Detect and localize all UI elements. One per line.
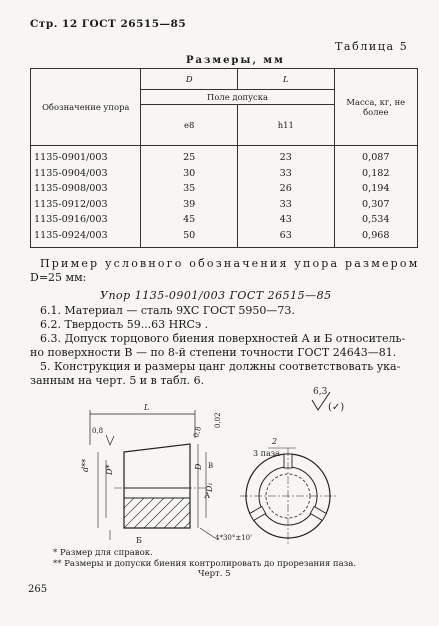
table-number: Таблица 5 [335, 40, 409, 53]
slot-width-dim: 2 [272, 437, 278, 446]
table-row [31, 146, 418, 166]
cell-designation: 1135-0908/003 [31, 181, 141, 197]
cell-designation: 1135-0901/003 [31, 146, 141, 166]
example-intro: Пример условного обозначения упора размером [40, 257, 420, 270]
table-row [31, 181, 418, 197]
side-view [81, 403, 252, 545]
page-number: 265 [28, 584, 48, 595]
roughness-paren: (✓) [328, 402, 345, 413]
table-row [31, 228, 418, 248]
paragraph-6-3-line2: но поверхности В — по 8-й степени точности ГОСТ 24643—81. [30, 346, 397, 359]
dim-L: L [144, 403, 150, 412]
cell-mass: 0,194 [334, 181, 417, 197]
cell-mass: 0,534 [334, 212, 417, 228]
cell-L: 23 [237, 146, 334, 166]
dim-0-8-right: 0,8 [192, 425, 203, 439]
table-row [31, 212, 418, 228]
end-view [240, 437, 336, 544]
figure-caption: Черт. 5 [198, 569, 231, 579]
dim-D-star: D* [105, 464, 114, 475]
col-L-header: L [237, 69, 334, 90]
col-L-tolerance: h11 [237, 105, 334, 146]
label-V: В [208, 462, 214, 470]
example-size: D=25 мм: [30, 271, 87, 284]
col-designation-header: Обозначение упора [31, 69, 141, 146]
tolerance-value: 0,02 [214, 412, 222, 428]
paragraph-5-line1: 5. Конструкция и размеры цанг должны соответствовать ука- [40, 360, 401, 373]
label-B: Б [136, 536, 142, 545]
cell-D: 30 [141, 166, 238, 182]
cell-mass: 0,087 [334, 146, 417, 166]
cell-L: 63 [237, 228, 334, 248]
cell-designation: 1135-0916/003 [31, 212, 141, 228]
example-designation: Упор 1135-0901/003 ГОСТ 26515—85 [100, 289, 332, 302]
dimensions-table [30, 68, 418, 248]
dim-d: d** [81, 458, 90, 472]
cell-mass: 0,968 [334, 228, 417, 248]
slot-count-label: 3 паза [253, 449, 280, 458]
paragraph-6-2: 6.2. Твердость 59...63 HRCэ . [40, 318, 209, 331]
cell-mass: 0,307 [334, 197, 417, 213]
cell-mass: 0,182 [334, 166, 417, 182]
tolerance-field-header: Поле допуска [141, 90, 334, 105]
cell-L: 26 [237, 181, 334, 197]
cell-D: 25 [141, 146, 238, 166]
dim-D1: D₁ [205, 482, 214, 492]
cell-D: 35 [141, 181, 238, 197]
col-D-header: D [141, 69, 238, 90]
footnote-1: * Размер для справок. [53, 548, 153, 558]
cell-designation: 1135-0924/003 [31, 228, 141, 248]
paragraph-6-3-line1: 6.3. Допуск торцового биения поверхностей А и Б относитель- [40, 332, 406, 345]
table-caption: Размеры, мм [186, 55, 285, 66]
table-row [31, 166, 418, 182]
paragraph-5-line2: занным на черт. 5 и в табл. 6. [30, 374, 205, 387]
roughness-value: 6,3 [313, 387, 328, 397]
cell-L: 43 [237, 212, 334, 228]
page-header: Стр. 12 ГОСТ 26515—85 [30, 18, 187, 30]
cell-D: 50 [141, 228, 238, 248]
table-row [31, 197, 418, 213]
footnote-2: ** Размеры и допуски биения контролировать до прорезания паза. [53, 559, 357, 569]
label-A: А [204, 491, 211, 500]
collet-drawing [40, 380, 400, 545]
cell-L: 33 [237, 166, 334, 182]
col-D-tolerance: e8 [141, 105, 238, 146]
cell-designation: 1135-0912/003 [31, 197, 141, 213]
paragraph-6-1: 6.1. Материал — сталь 9ХС ГОСТ 5950—73. [40, 304, 295, 317]
chamfer-dim: 4*30°±10' [215, 534, 253, 542]
cell-D: 39 [141, 197, 238, 213]
cell-designation: 1135-0904/003 [31, 166, 141, 182]
dim-0-8-top: 0,8 [92, 427, 104, 435]
roughness-mark [312, 387, 344, 413]
dim-D: D [194, 463, 203, 470]
cell-L: 33 [237, 197, 334, 213]
col-mass-header: Масса, кг, не более [334, 69, 417, 146]
cell-D: 45 [141, 212, 238, 228]
